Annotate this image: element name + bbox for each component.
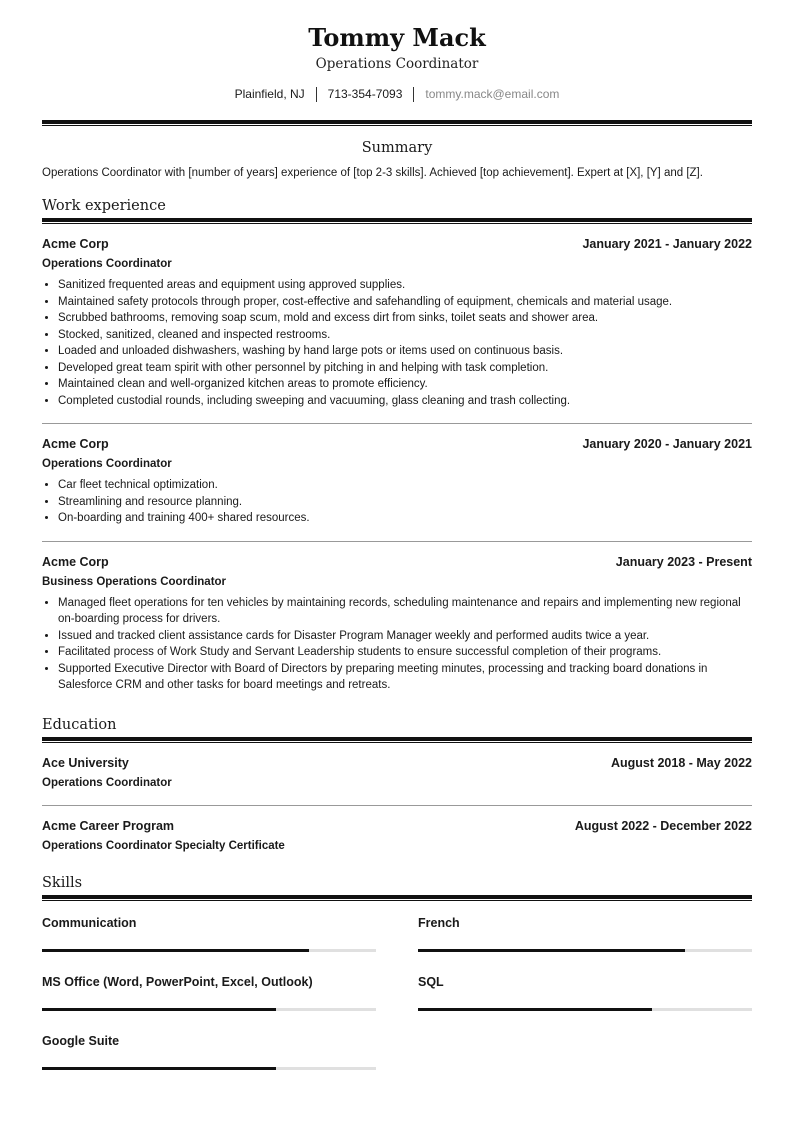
job-title: Operations Coordinator xyxy=(42,458,172,470)
skill-level-fill xyxy=(42,949,309,952)
work-experience-list xyxy=(42,224,752,694)
education-entry xyxy=(42,806,752,854)
job-title: Business Operations Coordinator xyxy=(42,575,227,588)
work-entry xyxy=(42,424,752,542)
entry-header xyxy=(42,236,752,252)
employment-dates: January 2020 - January 2021 xyxy=(582,437,752,451)
skill-level-bar xyxy=(418,1008,752,1011)
responsibility-item: • Stocked, sanitized, cleaned and inspected restrooms. xyxy=(58,327,752,344)
summary-text: Operations Coordinator with [number of years] experience of [top 2-3 skills]. Achieved [top achievement]. Expert at [X], [Y] and [Z]. xyxy=(42,167,703,179)
employment-dates: January 2021 - January 2022 xyxy=(582,237,752,251)
responsibility-list xyxy=(42,277,752,409)
company-name: Acme Corp xyxy=(42,554,109,569)
skill-item xyxy=(42,1021,376,1080)
responsibility-item: • Supported Executive Director with Board of Directors by preparing meeting minutes, processing and tracking board donations in Salesforce CRM and other tasks for board meetings and retreats. xyxy=(58,661,752,694)
skill-level-bar xyxy=(418,949,752,952)
email-link[interactable]: tommy.mack@email.com xyxy=(425,87,560,101)
skill-name: French xyxy=(418,915,460,930)
job-title: Operations Coordinator xyxy=(42,258,172,270)
entry-header xyxy=(42,436,752,452)
skill-level-bar xyxy=(42,1067,376,1070)
skill-level-fill xyxy=(418,1008,652,1011)
phone: 713-354-7093 xyxy=(327,87,403,101)
school-name: Acme Career Program xyxy=(42,818,175,833)
summary-heading: Summary xyxy=(361,140,433,156)
work-experience-heading: Work experience xyxy=(42,198,166,214)
section-divider xyxy=(42,895,752,901)
skill-name: Communication xyxy=(42,915,137,930)
degree-name: Operations Coordinator Specialty Certificate xyxy=(42,839,285,852)
employment-dates: January 2023 - Present xyxy=(615,554,752,569)
responsibility-item: • Sanitized frequented areas and equipment using approved supplies. xyxy=(58,277,752,294)
education-heading: Education xyxy=(42,716,117,733)
company-name: Acme Corp xyxy=(42,437,109,451)
candidate-headline: Operations Coordinator xyxy=(315,56,479,72)
location: Plainfield, NJ xyxy=(234,87,305,101)
candidate-name: Tommy Mack xyxy=(308,23,486,52)
contact-line xyxy=(42,86,752,102)
responsibility-item: • Loaded and unloaded dishwashers, washing by hand large pots or items used on continuous basis. xyxy=(58,343,752,360)
responsibility-item: • Issued and tracked client assistance cards for Disaster Program Manager weekly and performed audits twice a year. xyxy=(58,628,752,645)
skills-list xyxy=(42,903,752,1080)
skill-name: SQL xyxy=(418,974,444,989)
skill-item xyxy=(42,962,376,1021)
skills-heading: Skills xyxy=(42,874,83,891)
skill-item xyxy=(418,903,752,962)
skill-name: Google Suite xyxy=(42,1033,120,1048)
skill-level-fill xyxy=(42,1008,276,1011)
responsibility-item: • Scrubbed bathrooms, removing soap scum, mold and excess dirt from sinks, toilet seats and shower area. xyxy=(58,310,752,327)
skill-level-fill xyxy=(42,1067,276,1070)
responsibility-list xyxy=(42,595,752,694)
skill-level-bar xyxy=(42,949,376,952)
school-name: Ace University xyxy=(42,755,129,770)
responsibility-item: • Developed great team spirit with other personnel by pitching in and helping with task completion. xyxy=(58,360,752,377)
header-divider xyxy=(42,120,752,124)
degree-name: Operations Coordinator xyxy=(42,776,172,789)
responsibility-item: • Managed fleet operations for ten vehicles by maintaining records, scheduling maintenance and repairs and implementing new regional on-boarding process for drivers. xyxy=(58,595,752,628)
education-dates: August 2022 - December 2022 xyxy=(574,818,752,833)
responsibility-item: • Facilitated process of Work Study and Servant Leadership students to ensure successful completion of their programs. xyxy=(58,644,752,661)
education-entry xyxy=(42,743,752,806)
education-list xyxy=(42,743,752,854)
company-name: Acme Corp xyxy=(42,237,109,251)
responsibility-list xyxy=(42,477,752,527)
responsibility-item: • On-boarding and training 400+ shared resources. xyxy=(58,510,752,527)
work-entry xyxy=(42,224,752,424)
entry-header xyxy=(42,755,752,771)
skill-item xyxy=(42,903,376,962)
skill-item xyxy=(418,962,752,1021)
responsibility-item: • Completed custodial rounds, including sweeping and vacuuming, glass cleaning and trash collecting. xyxy=(58,393,752,410)
skill-name: MS Office (Word, PowerPoint, Excel, Outlook) xyxy=(42,974,313,989)
skill-level-bar xyxy=(42,1008,376,1011)
responsibility-item: • Maintained safety protocols through proper, cost-effective and safehandling of equipment, chemicals and material usage. xyxy=(58,294,752,311)
responsibility-item: • Streamlining and resource planning. xyxy=(58,494,752,511)
entry-header xyxy=(42,818,752,834)
responsibility-item: • Maintained clean and well-organized kitchen areas to promote efficiency. xyxy=(58,376,752,393)
entry-header xyxy=(42,554,752,570)
work-entry xyxy=(42,542,752,694)
education-dates: August 2018 - May 2022 xyxy=(610,755,752,770)
skill-level-fill xyxy=(418,949,685,952)
responsibility-item: • Car fleet technical optimization. xyxy=(58,477,752,494)
